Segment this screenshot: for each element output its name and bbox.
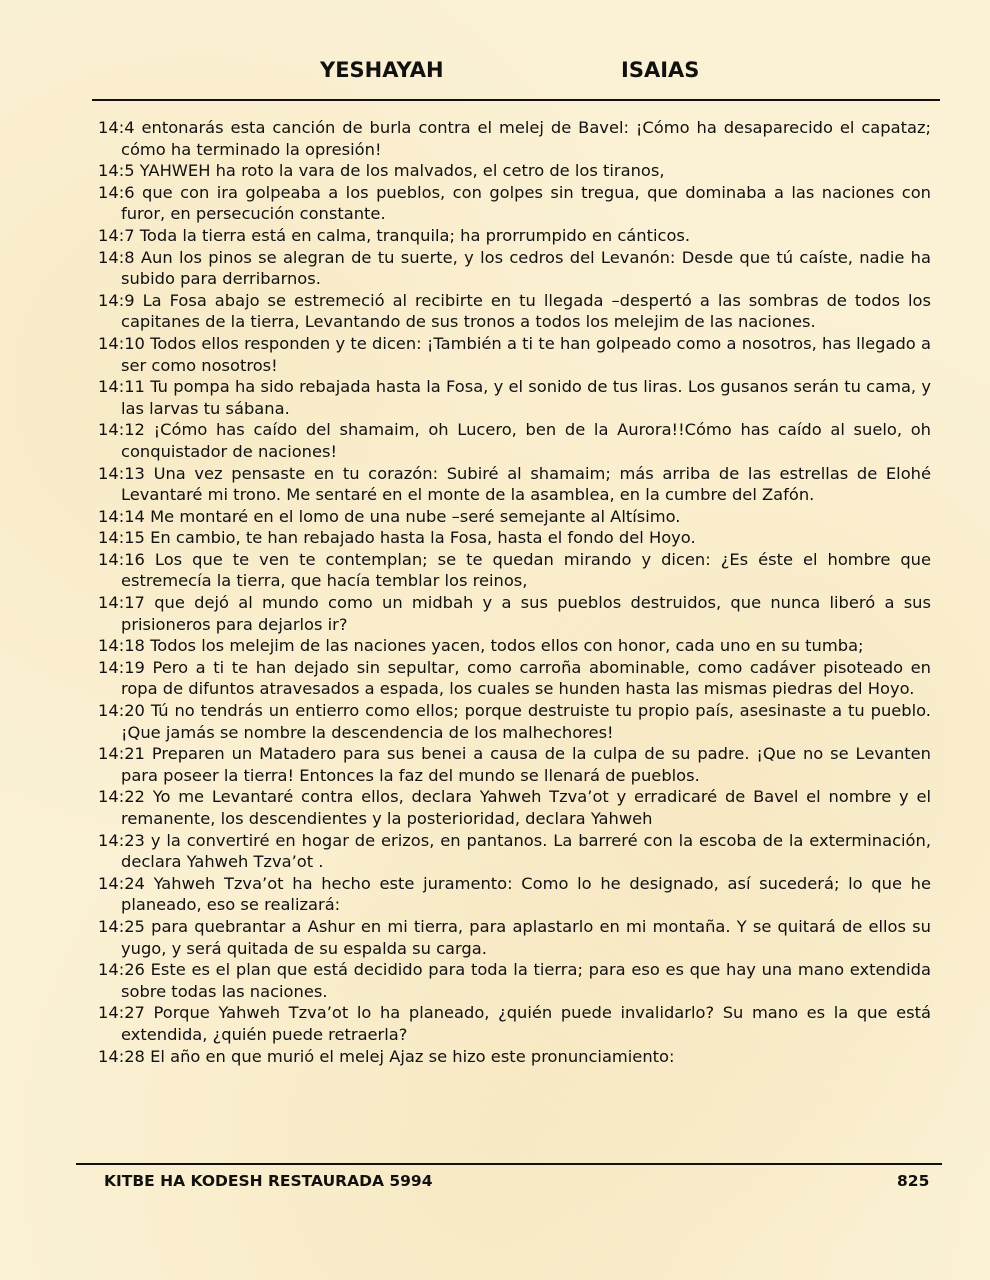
verse xyxy=(98,247,931,290)
verse-text: Tú no tendrás un entierro como ellos; porque destruiste tu propio país, asesinaste a tu pueblo. ¡Que jamás se nombre la descendencia de los malhechores! xyxy=(121,701,931,742)
verse-text: Tu pompa ha sido rebajada hasta la Fosa, y el sonido de tus liras. Los gusanos serán tu cama, y las larvas tu sábana. xyxy=(121,377,931,418)
verse-reference: 14:11 xyxy=(98,377,145,397)
verse-reference: 14:9 xyxy=(98,290,135,310)
verse-reference: 14:12 xyxy=(98,420,145,440)
footer-page-number: 825 xyxy=(897,1172,930,1190)
verse-text: que con ira golpeaba a los pueblos, con golpes sin tregua, que dominaba a las naciones con furor, en persecución constante. xyxy=(121,182,931,224)
verse-reference: 14:25 xyxy=(98,916,145,936)
verse xyxy=(98,182,931,225)
verse-reference: 14:28 xyxy=(98,1046,145,1066)
verse-text: Todos los melejim de las naciones yacen, todos ellos con honor, cada uno en su tumba; xyxy=(150,636,864,656)
verse-text: Aun los pinos se alegran de tu suerte, y los cedros del Levanón: Desde que tú caíste, nadie ha subido para derribarnos. xyxy=(121,247,931,289)
page-header xyxy=(0,58,990,88)
verse xyxy=(98,117,931,160)
verse xyxy=(98,506,931,528)
verse-text: que dejó al mundo como un midbah y a sus pueblos destruidos, que nunca liberó a sus prisioneros para dejarlos ir? xyxy=(121,593,931,634)
verse-text: YAHWEH ha roto la vara de los malvados, el cetro de los tiranos, xyxy=(139,161,665,181)
verse-reference: 14:13 xyxy=(98,463,145,483)
footer-book-title: KITBE HA KODESH RESTAURADA 5994 xyxy=(104,1172,433,1190)
verse xyxy=(98,592,931,635)
verse xyxy=(98,830,931,873)
verse xyxy=(98,1046,931,1068)
verse-reference: 14:14 xyxy=(98,506,145,526)
verse-text: Preparen un Matadero para sus benei a causa de la culpa de su padre. ¡Que no se Levanten para poseer la tierra! Entonces la faz del mundo se llenará de pueblos. xyxy=(121,744,931,785)
verse xyxy=(98,527,931,549)
verse-reference: 14:10 xyxy=(98,333,145,353)
verse xyxy=(98,743,931,786)
verse-reference: 14:21 xyxy=(98,744,145,764)
verse xyxy=(98,635,931,657)
verse xyxy=(98,419,931,462)
verse-text: Porque Yahweh Tzva’ot lo ha planeado, ¿quién puede invalidarlo? Su mano es la que está extendida, ¿quién puede retraerla? xyxy=(121,1003,931,1044)
verse xyxy=(98,333,931,376)
verse-reference: 14:5 xyxy=(98,161,135,181)
verse xyxy=(98,376,931,419)
verse xyxy=(98,873,931,916)
verse xyxy=(98,959,931,1002)
verse-text: Este es el plan que está decidido para toda la tierra; para eso es que hay una mano extendida sobre todas las naciones. xyxy=(121,960,931,1001)
verse-reference: 14:4 xyxy=(98,118,135,137)
verse-reference: 14:8 xyxy=(98,247,135,267)
verse-text: En cambio, te han rebajado hasta la Fosa, hasta el fondo del Hoyo. xyxy=(150,528,696,548)
verse xyxy=(98,657,931,700)
verse-text: Me montaré en el lomo de una nube –seré semejante al Altísimo. xyxy=(150,506,681,526)
verse-reference: 14:20 xyxy=(98,701,145,721)
verse-text: ¡Cómo has caído del shamaim, oh Lucero, ben de la Aurora!!Cómo has caído al suelo, oh conquistador de naciones! xyxy=(121,420,931,461)
header-hebrew-title: YESHAYAH xyxy=(320,58,444,82)
verse-text: Todos ellos responden y te dicen: ¡También a ti te han golpeado como a nosotros, has llegado a ser como nosotros! xyxy=(121,333,931,375)
verse xyxy=(98,463,931,506)
verse-text: La Fosa abajo se estremeció al recibirte en tu llegada –despertó a las sombras de todos los capitanes de la tierra, Levantando de sus tronos a todos los melejim de las naciones. xyxy=(121,290,931,332)
verse-text: Pero a ti te han dejado sin sepultar, como carroña abominable, como cadáver pisoteado en ropa de difuntos atravesados a espada, los cuales se hunden hasta las mismas piedras del Hoyo. xyxy=(121,657,931,699)
verse-reference: 14:23 xyxy=(98,830,145,850)
verse-text: Una vez pensaste en tu corazón: Subiré al shamaim; más arriba de las estrellas de Elohé Levantaré mi trono. Me sentaré en el monte de la asamblea, en la cumbre del Zafón. xyxy=(121,463,931,505)
verse-text: Toda la tierra está en calma, tranquila; ha prorrumpido en cánticos. xyxy=(139,225,691,245)
verse-text: Los que te ven te contemplan; se te quedan mirando y dicen: ¿Es éste el hombre que estremecía la tierra, que hacía temblar los reinos, xyxy=(121,549,931,591)
verse-text: entonarás esta canción de burla contra el melej de Bavel: ¡Cómo ha desaparecido el capataz; cómo ha terminado la opresión! xyxy=(121,118,931,159)
verse-list xyxy=(98,117,931,1067)
verse xyxy=(98,786,931,829)
verse-reference: 14:15 xyxy=(98,528,145,548)
verse-reference: 14:16 xyxy=(98,549,145,569)
verse-reference: 14:26 xyxy=(98,960,145,980)
footer-rule xyxy=(76,1163,942,1165)
verse-reference: 14:18 xyxy=(98,636,145,656)
verse-text: para quebrantar a Ashur en mi tierra, para aplastarlo en mi montaña. Y se quitará de ellos su yugo, y será quitada de su espalda su carga. xyxy=(121,916,931,958)
verse-text: y la convertiré en hogar de erizos, en pantanos. La barreré con la escoba de la exterminación, declara Yahweh Tzva’ot . xyxy=(121,830,931,872)
verse xyxy=(98,916,931,959)
verse-text: Yahweh Tzva’ot ha hecho este juramento: Como lo he designado, así sucederá; lo que he planeado, eso se realizará: xyxy=(121,873,931,915)
verse xyxy=(98,1002,931,1045)
verse-reference: 14:6 xyxy=(98,182,135,202)
verse xyxy=(98,160,931,182)
verse-reference: 14:24 xyxy=(98,873,145,893)
verse-reference: 14:27 xyxy=(98,1003,145,1023)
verse xyxy=(98,700,931,743)
verse xyxy=(98,549,931,592)
verse xyxy=(98,290,931,333)
header-spanish-title: ISAIAS xyxy=(621,58,700,82)
verse xyxy=(98,225,931,247)
header-rule xyxy=(92,99,940,101)
verse-reference: 14:7 xyxy=(98,225,135,245)
verse-reference: 14:17 xyxy=(98,593,145,613)
verse-text: Yo me Levantaré contra ellos, declara Yahweh Tzva’ot y erradicaré de Bavel el nombre y el remanente, los descendientes y la posterioridad, declara Yahweh xyxy=(121,787,931,828)
verse-reference: 14:22 xyxy=(98,787,145,807)
verse-reference: 14:19 xyxy=(98,657,145,677)
verse-text: El año en que murió el melej Ajaz se hizo este pronunciamiento: xyxy=(150,1046,675,1066)
